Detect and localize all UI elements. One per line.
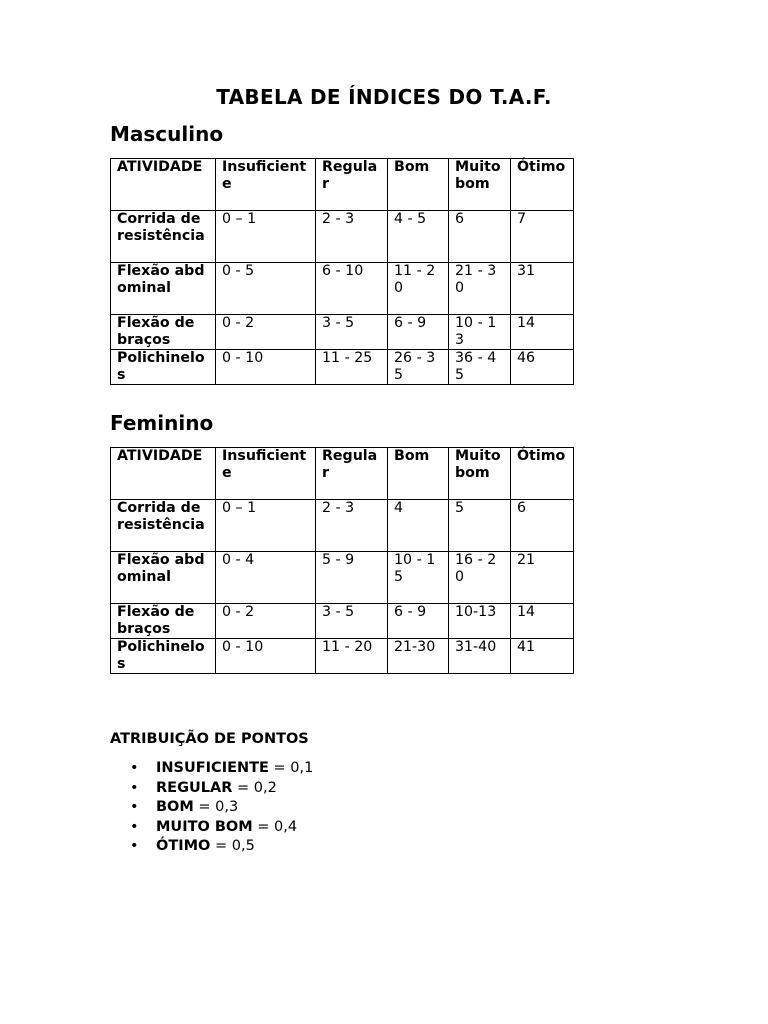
activity-cell: Polichinelos	[111, 639, 216, 674]
table-cell: 14	[511, 604, 574, 639]
table-cell: 0 – 1	[216, 500, 316, 552]
points-value: = 0,2	[232, 779, 277, 796]
list-item	[110, 837, 313, 857]
table-cell: 4 - 5	[388, 211, 449, 263]
header-cell: Insuficiente	[216, 159, 316, 211]
activity-cell: Flexão de braços	[111, 604, 216, 639]
points-label: MUITO BOM	[156, 818, 253, 835]
section-heading-feminino: Feminino	[110, 411, 214, 435]
header-cell: Bom	[388, 159, 449, 211]
table-cell: 0 - 10	[216, 639, 316, 674]
table-row	[111, 263, 574, 315]
table-cell: 0 - 2	[216, 315, 316, 350]
table-cell: 6 - 9	[388, 604, 449, 639]
table-cell: 14	[511, 315, 574, 350]
table-cell: 2 - 3	[316, 211, 388, 263]
list-item	[110, 759, 313, 779]
table-cell: 4	[388, 500, 449, 552]
header-cell: ATIVIDADE	[111, 448, 216, 500]
table-cell: 6	[511, 500, 574, 552]
activity-cell: Polichinelos	[111, 350, 216, 385]
table-cell: 2 - 3	[316, 500, 388, 552]
table-cell: 10-13	[449, 604, 511, 639]
points-value: = 0,1	[268, 760, 314, 776]
table-cell: 6 - 9	[388, 315, 449, 350]
points-title: ATRIBUIÇÃO DE PONTOS	[110, 731, 309, 747]
section-heading-masculino: Masculino	[110, 122, 224, 146]
table-cell: 11 - 25	[316, 350, 388, 385]
list-item	[110, 818, 313, 838]
list-item	[110, 779, 313, 799]
table-cell: 0 – 1	[216, 211, 316, 263]
table-cell: 31-40	[449, 639, 511, 674]
points-value: = 0,4	[252, 818, 298, 835]
table-header-row	[111, 448, 574, 500]
table-feminino	[110, 447, 574, 674]
table-row	[111, 639, 574, 674]
header-cell: Bom	[388, 448, 449, 500]
activity-cell: Flexão de braços	[111, 315, 216, 350]
table-cell: 31	[511, 263, 574, 315]
table-row	[111, 500, 574, 552]
table-cell: 7	[511, 211, 574, 263]
header-cell: Ótimo	[511, 448, 574, 500]
points-value: = 0,5	[210, 838, 255, 854]
list-item	[110, 798, 313, 818]
bullet-icon: •	[130, 838, 139, 854]
points-label: INSUFICIENTE	[156, 760, 269, 776]
header-cell: Regular	[316, 448, 388, 500]
table-cell: 41	[511, 639, 574, 674]
table-row	[111, 604, 574, 639]
header-cell: Ótimo	[511, 159, 574, 211]
table-cell: 21-30	[388, 639, 449, 674]
table-row	[111, 350, 574, 385]
points-label: REGULAR	[156, 779, 233, 796]
table-cell: 6 - 10	[316, 263, 388, 315]
table-cell: 5	[449, 500, 511, 552]
table-masculino	[110, 158, 574, 385]
bullet-icon: •	[130, 818, 139, 835]
table-cell: 0 - 10	[216, 350, 316, 385]
points-list	[110, 759, 313, 857]
activity-cell: Corrida de resistência	[111, 211, 216, 263]
table-cell: 11 - 20	[316, 639, 388, 674]
activity-cell: Flexão abdominal	[111, 263, 216, 315]
bullet-icon: •	[130, 779, 139, 796]
activity-cell: Corrida de resistência	[111, 500, 216, 552]
table-cell: 46	[511, 350, 574, 385]
bullet-icon: •	[130, 760, 139, 776]
points-value: = 0,3	[193, 799, 239, 815]
table-header-row	[111, 159, 574, 211]
table-row	[111, 211, 574, 263]
bullet-icon: •	[130, 799, 139, 815]
table-cell: 0 - 2	[216, 604, 316, 639]
table-cell: 3 - 5	[316, 315, 388, 350]
header-cell: Muito bom	[449, 448, 511, 500]
table-cell: 26 - 35	[388, 350, 449, 385]
table-cell: 16 - 20	[449, 552, 511, 604]
table-row	[111, 315, 574, 350]
table-cell: 0 - 4	[216, 552, 316, 604]
table-cell: 10 - 13	[449, 315, 511, 350]
table-row	[111, 552, 574, 604]
table-cell: 3 - 5	[316, 604, 388, 639]
table-cell: 5 - 9	[316, 552, 388, 604]
table-cell: 11 - 20	[388, 263, 449, 315]
table-cell: 10 - 15	[388, 552, 449, 604]
table-cell: 36 - 45	[449, 350, 511, 385]
table-cell: 6	[449, 211, 511, 263]
table-cell: 0 - 5	[216, 263, 316, 315]
activity-cell: Flexão abdominal	[111, 552, 216, 604]
points-label: BOM	[156, 799, 194, 815]
points-label: ÓTIMO	[156, 838, 211, 854]
document-title: TABELA DE ÍNDICES DO T.A.F.	[216, 85, 552, 109]
header-cell: ATIVIDADE	[111, 159, 216, 211]
header-cell: Muito bom	[449, 159, 511, 211]
table-cell: 21	[511, 552, 574, 604]
table-cell: 21 - 30	[449, 263, 511, 315]
header-cell: Insuficiente	[216, 448, 316, 500]
header-cell: Regular	[316, 159, 388, 211]
